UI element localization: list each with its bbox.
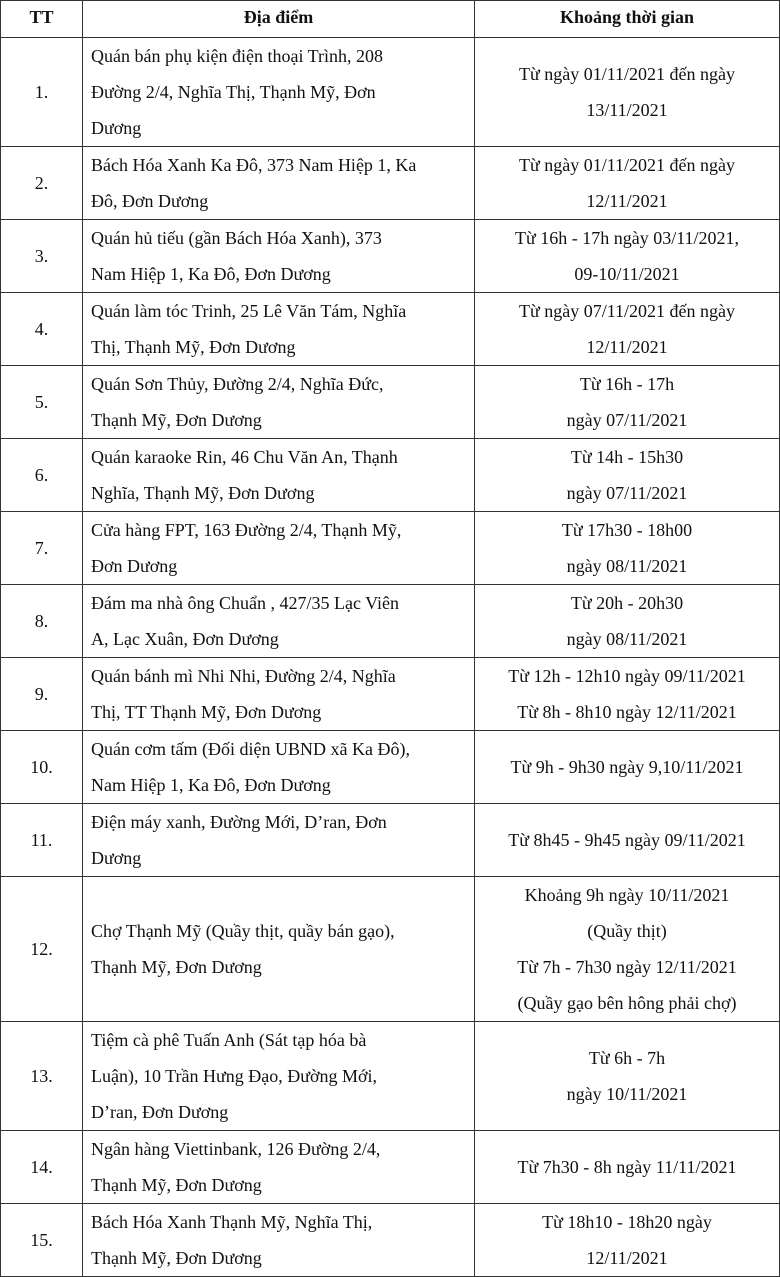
- row-number: 8.: [1, 585, 83, 658]
- location-line: Cửa hàng FPT, 163 Đường 2/4, Thạnh Mỹ,: [91, 520, 402, 540]
- time-cell: [475, 147, 780, 220]
- time-cell: [475, 731, 780, 804]
- location-line: Đô, Đơn Dương: [91, 191, 209, 211]
- time-line: 09-10/11/2021: [574, 264, 680, 284]
- time-line: Từ 20h - 20h30: [570, 593, 684, 613]
- time-cell: [475, 658, 780, 731]
- time-line: ngày 10/11/2021: [566, 1084, 688, 1104]
- location-cell: [83, 38, 475, 147]
- time-line: Từ 16h - 17h: [579, 374, 675, 394]
- table-row: [1, 439, 780, 512]
- location-cell: [83, 147, 475, 220]
- time-line: (Quầy gạo bên hông phải chợ): [517, 993, 737, 1013]
- time-line: (Quầy thịt): [587, 921, 667, 941]
- time-cell: [475, 439, 780, 512]
- table-row: [1, 293, 780, 366]
- time-line: Từ 7h30 - 8h ngày 11/11/2021: [517, 1157, 737, 1177]
- time-line: Từ 12h - 12h10 ngày 09/11/2021: [508, 666, 746, 686]
- table-row: [1, 38, 780, 147]
- time-cell: [475, 220, 780, 293]
- location-line: Chợ Thạnh Mỹ (Quầy thịt, quầy bán gạo),: [91, 921, 395, 941]
- location-cell: [83, 877, 475, 1022]
- time-line: 12/11/2021: [586, 1248, 668, 1268]
- row-number: 4.: [1, 293, 83, 366]
- time-line: 12/11/2021: [586, 337, 668, 357]
- time-line: ngày 08/11/2021: [566, 556, 688, 576]
- time-cell: [475, 877, 780, 1022]
- table-row: [1, 1204, 780, 1277]
- time-line: Từ ngày 01/11/2021 đến ngày: [518, 155, 736, 175]
- time-cell: [475, 1131, 780, 1204]
- time-line: 13/11/2021: [586, 100, 668, 120]
- table-row: [1, 1022, 780, 1131]
- location-cell: [83, 804, 475, 877]
- row-number: 13.: [1, 1022, 83, 1131]
- row-number: 5.: [1, 366, 83, 439]
- location-line: Quán bánh mì Nhi Nhi, Đường 2/4, Nghĩa: [91, 666, 396, 686]
- time-line: Từ 18h10 - 18h20 ngày: [542, 1212, 712, 1232]
- time-cell: [475, 366, 780, 439]
- row-number: 15.: [1, 1204, 83, 1277]
- row-number: 2.: [1, 147, 83, 220]
- time-line: Từ 6h - 7h: [588, 1048, 666, 1068]
- location-cell: [83, 1131, 475, 1204]
- time-line: Từ ngày 07/11/2021 đến ngày: [518, 301, 736, 321]
- time-line: Từ 8h45 - 9h45 ngày 09/11/2021: [508, 830, 746, 850]
- time-cell: [475, 38, 780, 147]
- row-number: 10.: [1, 731, 83, 804]
- location-line: Bách Hóa Xanh Thạnh Mỹ, Nghĩa Thị,: [91, 1212, 373, 1232]
- location-line: Quán cơm tấm (Đối diện UBND xã Ka Đô),: [91, 739, 410, 759]
- header-time: Khoảng thời gian: [475, 1, 780, 38]
- time-cell: [475, 293, 780, 366]
- location-line: Tiệm cà phê Tuấn Anh (Sát tạp hóa bà: [91, 1030, 367, 1050]
- time-cell: [475, 1022, 780, 1131]
- location-cell: [83, 1022, 475, 1131]
- location-line: Thạnh Mỹ, Đơn Dương: [91, 1175, 262, 1195]
- row-number: 12.: [1, 877, 83, 1022]
- location-cell: [83, 293, 475, 366]
- location-line: Đơn Dương: [91, 556, 178, 576]
- table-body: [1, 38, 780, 1277]
- location-cell: [83, 585, 475, 658]
- time-line: ngày 07/11/2021: [566, 483, 688, 503]
- header-row: [1, 1, 780, 38]
- location-cell: [83, 1204, 475, 1277]
- location-line: Điện máy xanh, Đường Mới, D’ran, Đơn: [91, 812, 387, 832]
- location-line: Dương: [91, 848, 142, 868]
- location-line: Quán bán phụ kiện điện thoại Trình, 208: [91, 46, 383, 66]
- location-line: Đường 2/4, Nghĩa Thị, Thạnh Mỹ, Đơn: [91, 82, 376, 102]
- location-cell: [83, 439, 475, 512]
- row-number: 14.: [1, 1131, 83, 1204]
- time-line: ngày 07/11/2021: [566, 410, 688, 430]
- row-number: 3.: [1, 220, 83, 293]
- row-number: 11.: [1, 804, 83, 877]
- time-line: Khoảng 9h ngày 10/11/2021: [524, 885, 730, 905]
- time-line: 12/11/2021: [586, 191, 668, 211]
- header-tt: TT: [1, 1, 83, 38]
- time-line: ngày 08/11/2021: [566, 629, 688, 649]
- table-row: [1, 731, 780, 804]
- location-cell: [83, 366, 475, 439]
- time-cell: [475, 512, 780, 585]
- location-cell: [83, 731, 475, 804]
- location-line: Nghĩa, Thạnh Mỹ, Đơn Dương: [91, 483, 315, 503]
- location-cell: [83, 512, 475, 585]
- location-line: Nam Hiệp 1, Ka Đô, Đơn Dương: [91, 775, 331, 795]
- table-row: [1, 877, 780, 1022]
- location-line: Luận), 10 Trần Hưng Đạo, Đường Mới,: [91, 1066, 378, 1086]
- location-line: Thạnh Mỹ, Đơn Dương: [91, 1248, 262, 1268]
- location-cell: [83, 220, 475, 293]
- table-row: [1, 585, 780, 658]
- table-row: [1, 220, 780, 293]
- row-number: 1.: [1, 38, 83, 147]
- location-line: Đám ma nhà ông Chuẩn , 427/35 Lạc Viên: [91, 593, 400, 613]
- time-cell: [475, 585, 780, 658]
- time-cell: [475, 804, 780, 877]
- table-row: [1, 147, 780, 220]
- location-line: A, Lạc Xuân, Đơn Dương: [91, 629, 279, 649]
- table-row: [1, 366, 780, 439]
- location-line: Bách Hóa Xanh Ka Đô, 373 Nam Hiệp 1, Ka: [91, 155, 417, 175]
- location-cell: [83, 658, 475, 731]
- location-line: Thị, Thạnh Mỹ, Đơn Dương: [91, 337, 296, 357]
- location-line: Thị, TT Thạnh Mỹ, Đơn Dương: [91, 702, 322, 722]
- location-line: Nam Hiệp 1, Ka Đô, Đơn Dương: [91, 264, 331, 284]
- time-line: Từ 8h - 8h10 ngày 12/11/2021: [517, 702, 737, 722]
- table-row: [1, 512, 780, 585]
- row-number: 9.: [1, 658, 83, 731]
- time-cell: [475, 1204, 780, 1277]
- header-location: Địa điểm: [83, 1, 475, 38]
- row-number: 7.: [1, 512, 83, 585]
- time-line: Từ 17h30 - 18h00: [561, 520, 693, 540]
- table-row: [1, 804, 780, 877]
- location-line: Quán làm tóc Trinh, 25 Lê Văn Tám, Nghĩa: [91, 301, 407, 321]
- location-line: Ngân hàng Viettinbank, 126 Đường 2/4,: [91, 1139, 381, 1159]
- row-number: 6.: [1, 439, 83, 512]
- location-line: Quán hủ tiếu (gần Bách Hóa Xanh), 373: [91, 228, 382, 248]
- table-row: [1, 1131, 780, 1204]
- time-line: Từ 16h - 17h ngày 03/11/2021,: [514, 228, 740, 248]
- location-line: Thạnh Mỹ, Đơn Dương: [91, 410, 262, 430]
- time-line: Từ 9h - 9h30 ngày 9,10/11/2021: [510, 757, 744, 777]
- location-line: Thạnh Mỹ, Đơn Dương: [91, 957, 262, 977]
- location-line: Quán Sơn Thủy, Đường 2/4, Nghĩa Đức,: [91, 374, 384, 394]
- time-line: Từ 14h - 15h30: [570, 447, 684, 467]
- location-line: Quán karaoke Rin, 46 Chu Văn An, Thạnh: [91, 447, 398, 467]
- time-line: Từ 7h - 7h30 ngày 12/11/2021: [517, 957, 737, 977]
- time-line: Từ ngày 01/11/2021 đến ngày: [518, 64, 736, 84]
- location-line: Dương: [91, 118, 142, 138]
- location-line: D’ran, Đơn Dương: [91, 1102, 229, 1122]
- table-row: [1, 658, 780, 731]
